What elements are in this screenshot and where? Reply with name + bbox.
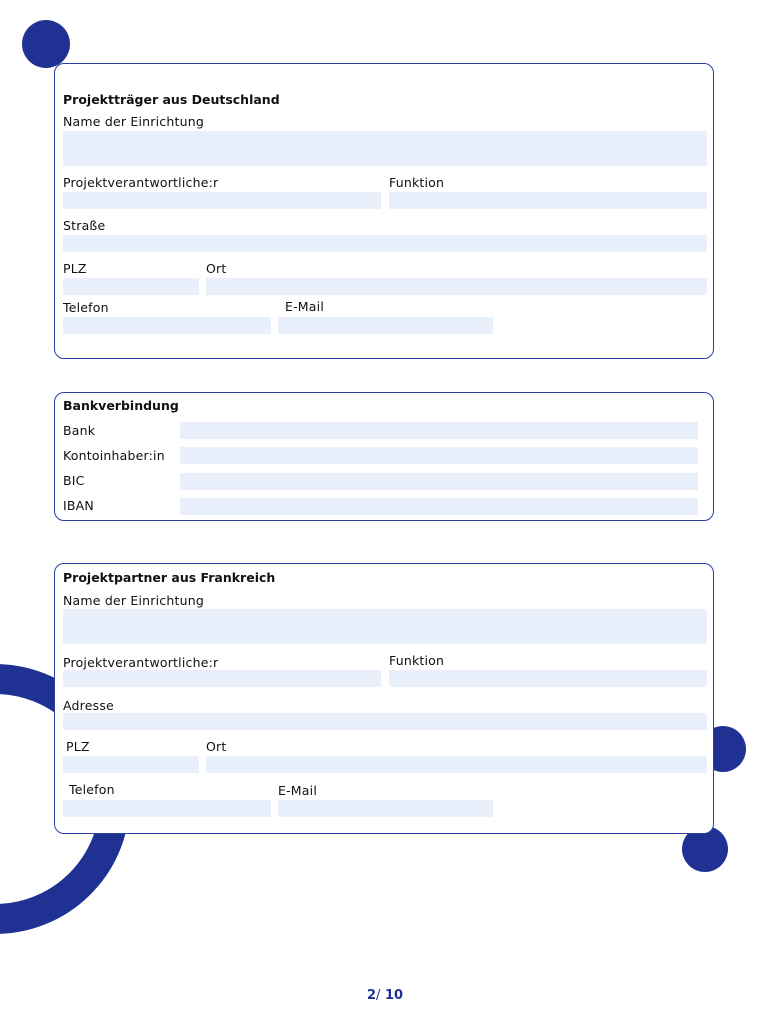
org-name-label: Name der Einrichtung xyxy=(63,114,204,129)
org-name-field[interactable] xyxy=(63,609,707,644)
zip-field[interactable] xyxy=(63,756,199,773)
street-label: Straße xyxy=(63,218,106,233)
section-bank xyxy=(54,392,714,521)
account-holder-field[interactable] xyxy=(180,447,698,464)
function-label: Funktion xyxy=(389,653,445,668)
section-french-partner xyxy=(54,563,714,834)
lead-label: Projektverantwortliche:r xyxy=(63,655,219,670)
lead-field[interactable] xyxy=(63,670,381,687)
email-label: E-Mail xyxy=(278,783,317,798)
section-german-sponsor xyxy=(54,63,714,359)
bank-label: Bank xyxy=(63,423,96,438)
bic-field[interactable] xyxy=(180,473,698,490)
section-title: Projektpartner aus Frankreich xyxy=(63,570,276,585)
email-field[interactable] xyxy=(278,800,493,817)
email-field[interactable] xyxy=(278,317,493,334)
street-field[interactable] xyxy=(63,235,707,252)
lead-field[interactable] xyxy=(63,192,381,209)
city-field[interactable] xyxy=(206,756,707,773)
zip-field[interactable] xyxy=(63,278,199,295)
iban-label: IBAN xyxy=(63,498,94,513)
account-holder-label: Kontoinhaber:in xyxy=(63,448,165,463)
phone-field[interactable] xyxy=(63,800,271,817)
total-pages: 10 xyxy=(384,988,404,1003)
phone-label: Telefon xyxy=(63,300,109,315)
iban-field[interactable] xyxy=(180,498,698,515)
address-label: Adresse xyxy=(63,698,114,713)
zip-label: PLZ xyxy=(66,739,90,754)
page-number xyxy=(0,988,770,1003)
city-field[interactable] xyxy=(206,278,707,295)
function-field[interactable] xyxy=(389,670,707,687)
decorative-circle xyxy=(22,20,70,68)
page-separator: / xyxy=(376,988,381,1003)
phone-label: Telefon xyxy=(69,782,115,797)
section-title: Projektträger aus Deutschland xyxy=(63,92,280,107)
function-field[interactable] xyxy=(389,192,707,209)
bic-label: BIC xyxy=(63,473,85,488)
address-field[interactable] xyxy=(63,713,707,730)
city-label: Ort xyxy=(206,739,227,754)
zip-label: PLZ xyxy=(63,261,87,276)
function-label: Funktion xyxy=(389,175,445,190)
org-name-field[interactable] xyxy=(63,131,707,166)
lead-label: Projektverantwortliche:r xyxy=(63,175,219,190)
email-label: E-Mail xyxy=(285,299,324,314)
city-label: Ort xyxy=(206,261,227,276)
bank-field[interactable] xyxy=(180,422,698,439)
current-page: 2 xyxy=(366,988,377,1003)
phone-field[interactable] xyxy=(63,317,271,334)
section-title: Bankverbindung xyxy=(63,398,179,413)
org-name-label: Name der Einrichtung xyxy=(63,593,204,608)
